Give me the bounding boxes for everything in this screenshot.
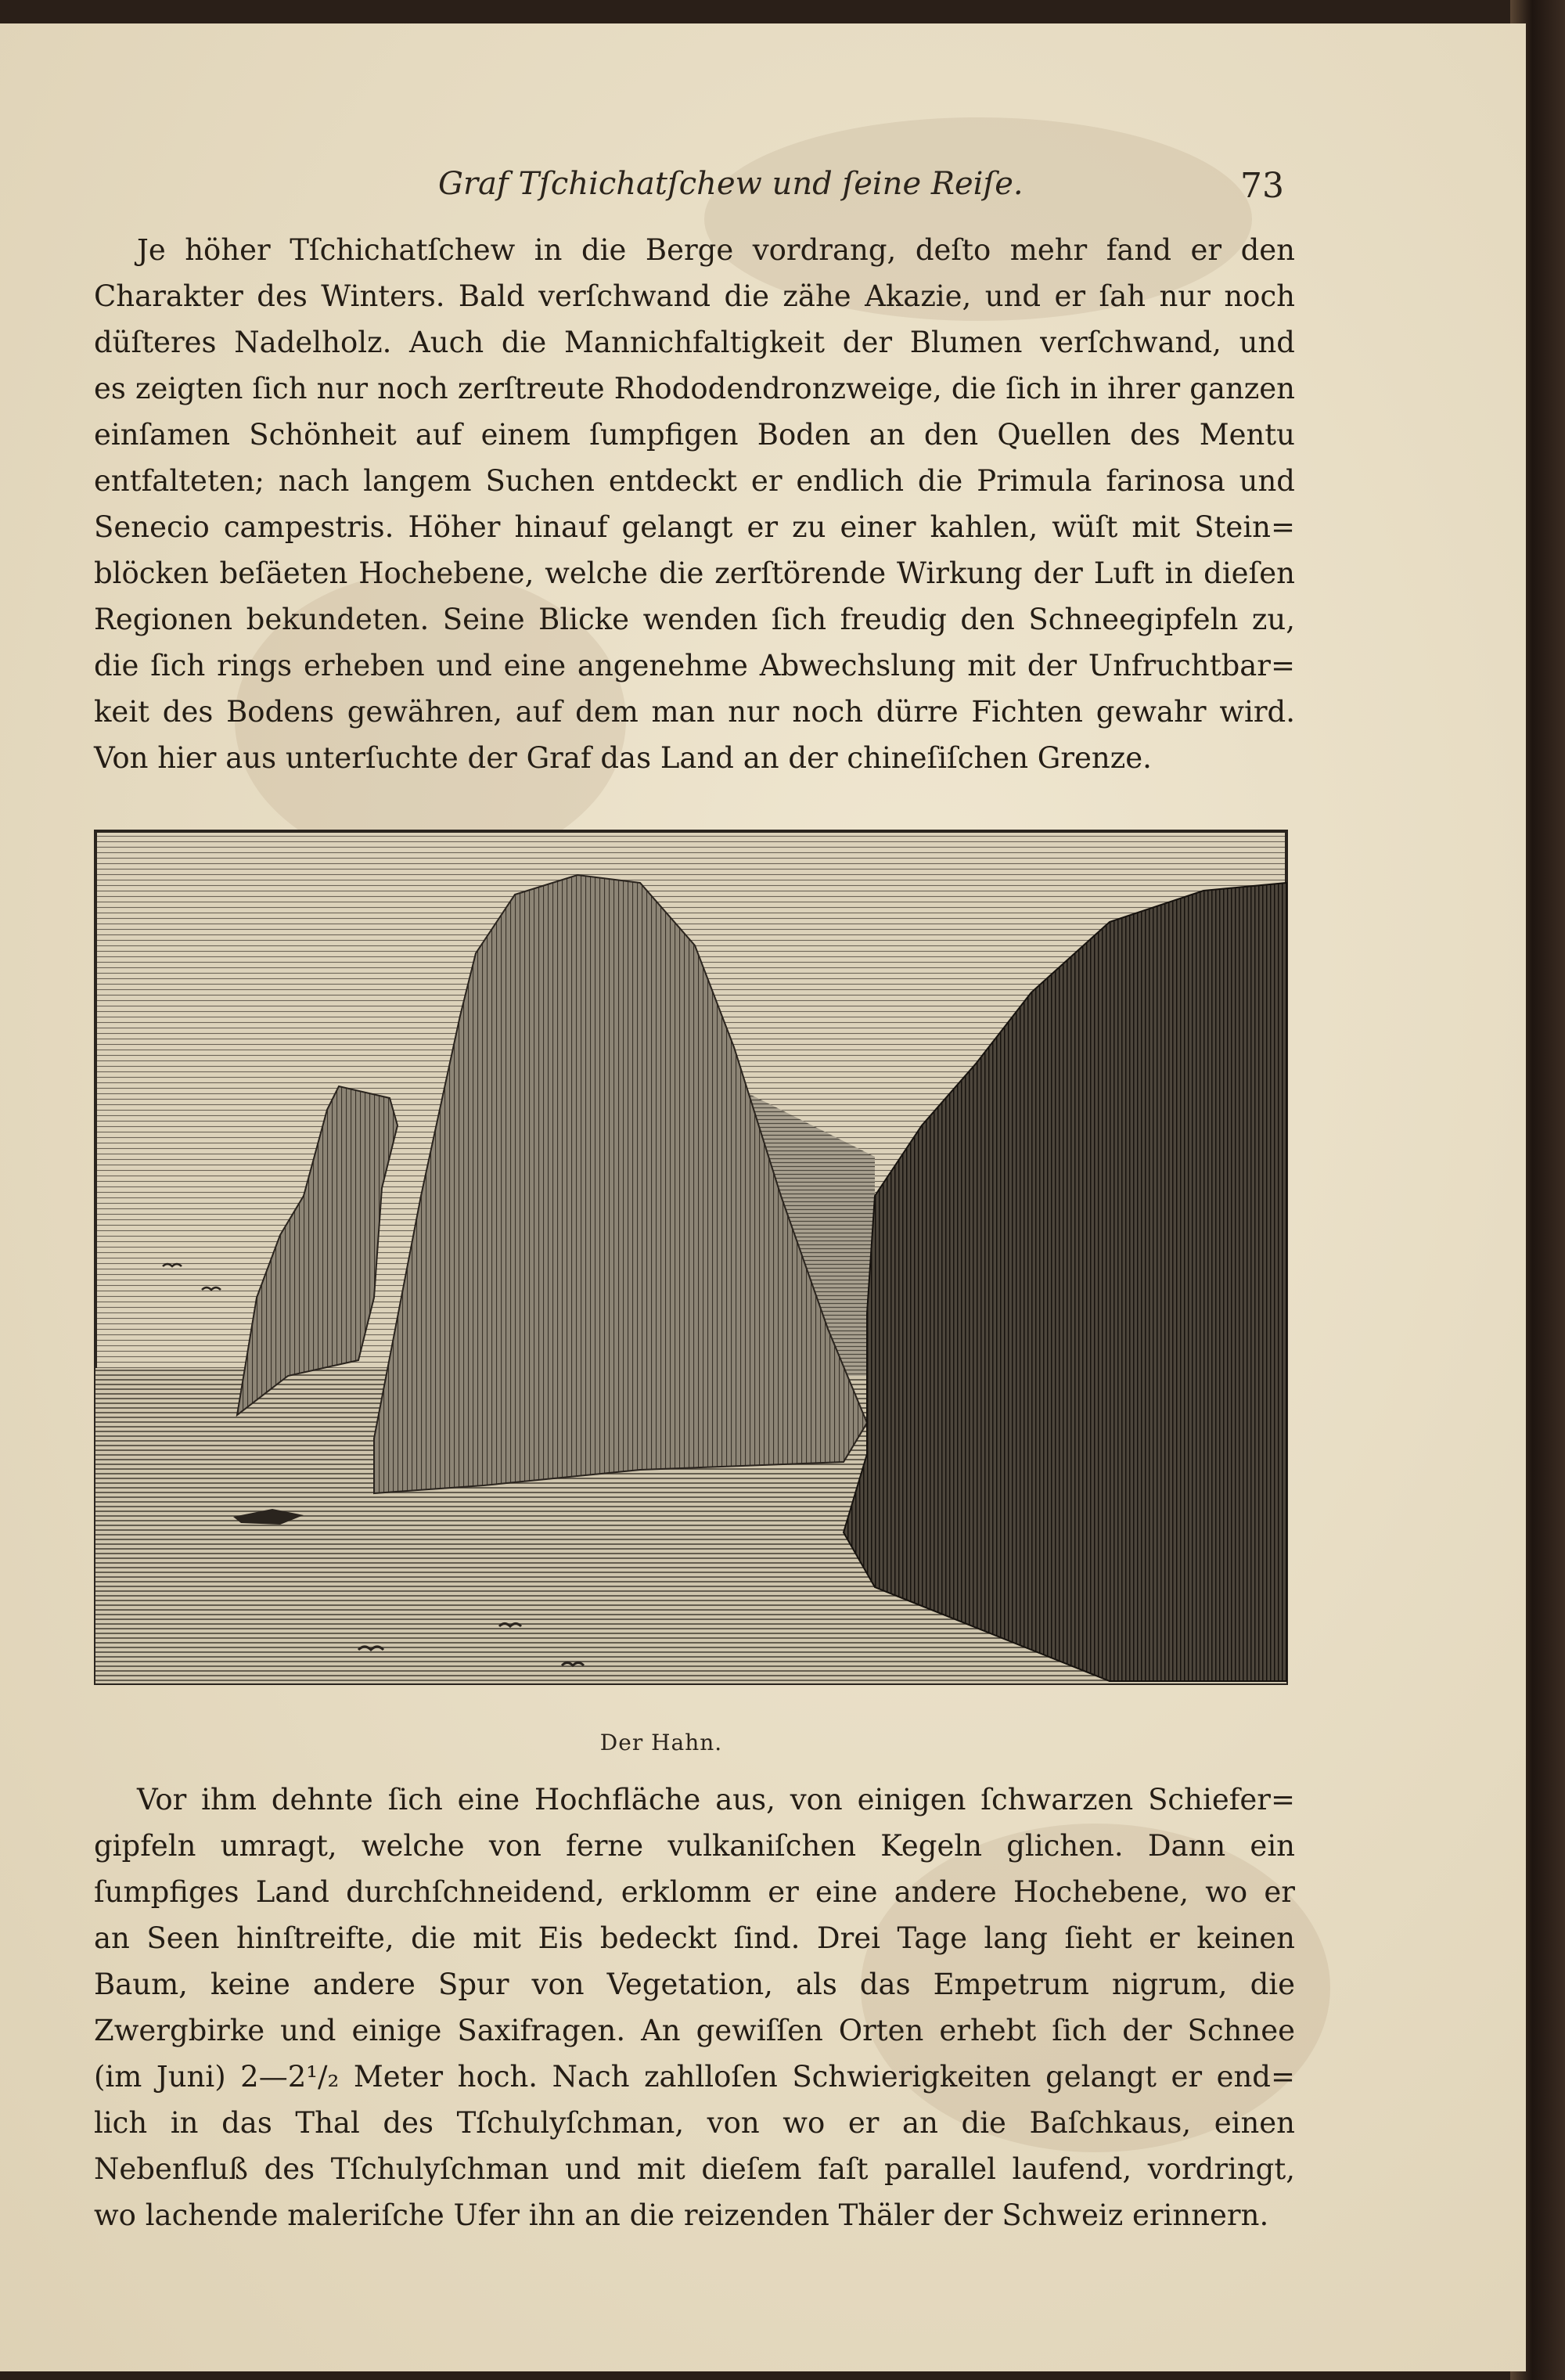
figure-caption: Der Hahn. — [599, 1730, 723, 1755]
text-line: Von hier aus unterſuchte der Graf das Land an der chineſiſchen Grenze. — [94, 741, 1152, 775]
text-line: Nebenfluß des Tſchulyſchman und mit dieſem faſt parallel laufend, vordringt, — [94, 2152, 1295, 2186]
page-header — [0, 166, 1526, 213]
text-line: an Seen hinſtreifte, die mit Eis bedeckt ſind. Drei Tage lang ſieht er keinen — [94, 1921, 1295, 1955]
text-line: Vor ihm dehnte ſich eine Hochfläche aus, von einigen ſchwarzen Schiefer= — [137, 1783, 1295, 1817]
text-line: keit des Bodens gewähren, auf dem man nur noch dürre Fichten gewahr wird. — [94, 695, 1295, 729]
engraving-illustration — [92, 828, 1290, 1687]
text-line: Regionen bekundeten. Seine Blicke wenden ſich freudig den Schneegipfeln zu, — [94, 603, 1295, 636]
text-line: einſamen Schönheit auf einem ſumpfigen Boden an den Quellen des Mentu — [94, 418, 1295, 452]
text-line: blöcken beſäeten Hochebene, welche die zerſtörende Wirkung der Luft in dieſen — [94, 556, 1295, 590]
text-line: (im Juni) 2—2¹/₂ Meter hoch. Nach zahlloſen Schwierigkeiten gelangt er end= — [94, 2060, 1295, 2094]
page-number: 73 — [1240, 166, 1284, 206]
text-line: die ſich rings erheben und eine angenehme Abwechslung mit der Unfruchtbar= — [94, 649, 1295, 682]
book-page — [0, 23, 1526, 2371]
text-line: Senecio campestris. Höher hinauf gelangt er zu einer kahlen, wüſt mit Stein= — [94, 510, 1295, 544]
text-line: Je höher Tſchichatſchew in die Berge vordrang, deſto mehr fand er den — [137, 233, 1295, 267]
text-line: wo lachende maleriſche Ufer ihn an die reizenden Thäler der Schweiz erinnern. — [94, 2198, 1269, 2232]
text-line: gipfeln umragt, welche von ferne vulkaniſchen Kegeln glichen. Dann ein — [94, 1829, 1295, 1863]
text-line: düſteres Nadelholz. Auch die Mannichfaltigkeit der Blumen verſchwand, und — [94, 326, 1295, 359]
text-line: entfalteten; nach langem Suchen entdeckt er endlich die Primula farinosa und — [94, 464, 1295, 498]
running-head: Graf Tſchichatſchew und ſeine Reiſe. — [438, 166, 1024, 202]
text-line: lich in das Thal des Tſchulyſchman, von wo er an die Baſchkaus, einen — [94, 2106, 1295, 2140]
text-line: Baum, keine andere Spur von Vegetation, als das Empetrum nigrum, die — [94, 1968, 1295, 2001]
paragraph-2 — [94, 1777, 1295, 2238]
text-line: ſumpfiges Land durchſchneidend, erklomm er eine andere Hochebene, wo er — [94, 1875, 1295, 1909]
text-line: Charakter des Winters. Bald verſchwand die zähe Akazie, und er ſah nur noch — [94, 279, 1295, 313]
text-line: es zeigten ſich nur noch zerſtreute Rhododendronzweige, die ſich in ihrer ganzen — [94, 372, 1295, 405]
engraving-der-hahn — [92, 828, 1290, 1687]
text-line: Zwergbirke und einige Saxifragen. An gewiſſen Orten erhebt ſich der Schnee — [94, 2014, 1295, 2047]
paragraph-1 — [94, 227, 1295, 781]
